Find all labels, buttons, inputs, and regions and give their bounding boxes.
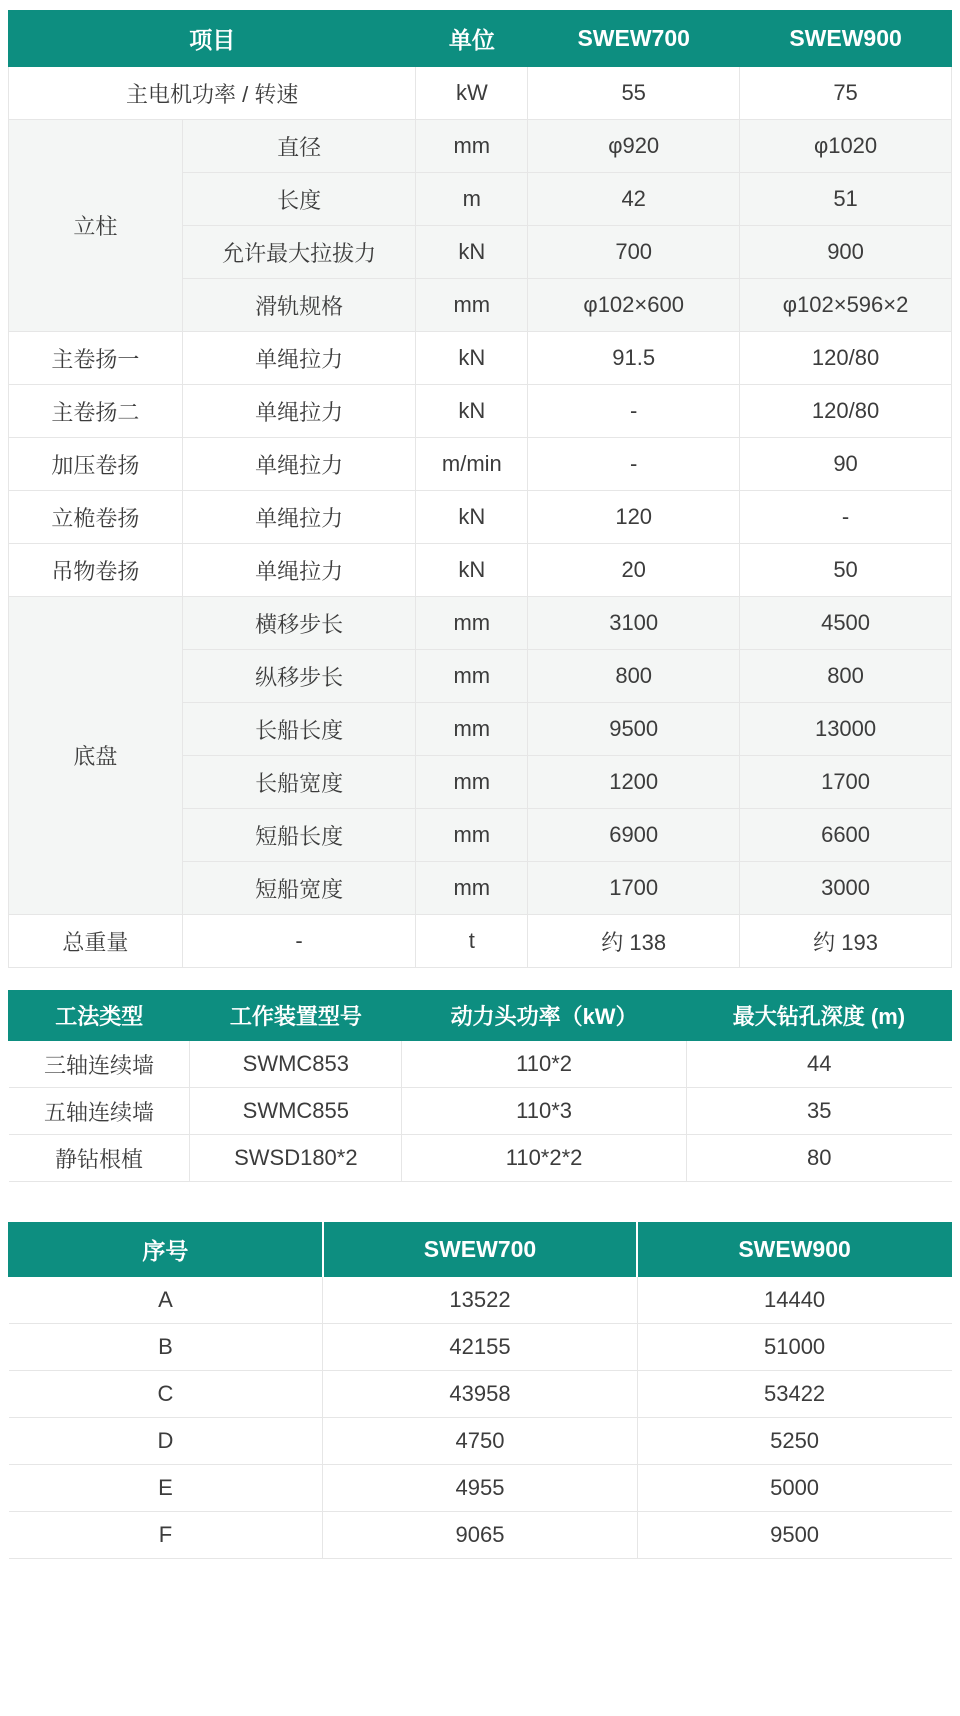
cell-swew700: -	[528, 385, 740, 438]
cell-index: C	[9, 1371, 323, 1418]
cell-unit: mm	[416, 862, 528, 915]
cell-unit: kN	[416, 226, 528, 279]
row-label: 主电机功率 / 转速	[9, 67, 416, 120]
cell-device-model: SWSD180*2	[190, 1135, 402, 1182]
table-row	[9, 1465, 952, 1512]
row-label: 单绳拉力	[182, 491, 416, 544]
cell-unit: mm	[416, 120, 528, 173]
table-row	[9, 597, 952, 650]
cell-index: E	[9, 1465, 323, 1512]
cell-device-model: SWMC855	[190, 1088, 402, 1135]
row-label: 长船宽度	[182, 756, 416, 809]
cell-swew700: 120	[528, 491, 740, 544]
table-row	[9, 1088, 952, 1135]
cell-swew900: 50	[740, 544, 952, 597]
cell-swew700: 1700	[528, 862, 740, 915]
table-row	[9, 1371, 952, 1418]
cell-method-type: 五轴连续墙	[9, 1088, 190, 1135]
cell-swew900: 3000	[740, 862, 952, 915]
column-header-power: 动力头功率（kW）	[402, 991, 687, 1041]
cell-power: 110*3	[402, 1088, 687, 1135]
cell-swew900: 1700	[740, 756, 952, 809]
spec-table-body	[9, 67, 952, 968]
cell-swew900: 9500	[637, 1512, 951, 1559]
cell-unit: m	[416, 173, 528, 226]
table-row	[9, 438, 952, 491]
cell-swew700: 20	[528, 544, 740, 597]
table-row	[9, 1277, 952, 1324]
cell-swew700: 9500	[528, 703, 740, 756]
row-group-label: 总重量	[9, 915, 183, 968]
cell-swew700: φ102×600	[528, 279, 740, 332]
main-spec-table	[8, 10, 952, 968]
cell-unit: t	[416, 915, 528, 968]
row-group-label: 主卷扬二	[9, 385, 183, 438]
table-row	[9, 1418, 952, 1465]
cell-swew900: 6600	[740, 809, 952, 862]
cell-swew700: 700	[528, 226, 740, 279]
table-row	[9, 120, 952, 173]
cell-swew900: φ102×596×2	[740, 279, 952, 332]
row-label: 短船长度	[182, 809, 416, 862]
row-group-label: 主卷扬一	[9, 332, 183, 385]
row-label: -	[182, 915, 416, 968]
cell-swew900: 75	[740, 67, 952, 120]
dimension-table-body	[9, 1277, 952, 1559]
row-label: 允许最大拉拔力	[182, 226, 416, 279]
cell-swew900: 约 193	[740, 915, 952, 968]
cell-device-model: SWMC853	[190, 1041, 402, 1088]
cell-unit: m/min	[416, 438, 528, 491]
cell-unit: kN	[416, 332, 528, 385]
cell-index: D	[9, 1418, 323, 1465]
cell-unit: mm	[416, 279, 528, 332]
table-row	[9, 1512, 952, 1559]
cell-swew700: 1200	[528, 756, 740, 809]
cell-swew900: 4500	[740, 597, 952, 650]
table-row	[9, 1041, 952, 1088]
table-row	[9, 332, 952, 385]
table-row	[9, 67, 952, 120]
row-label: 单绳拉力	[182, 438, 416, 491]
cell-method-type: 静钻根植	[9, 1135, 190, 1182]
method-table-header	[9, 991, 952, 1041]
cell-swew900: 800	[740, 650, 952, 703]
cell-unit: kW	[416, 67, 528, 120]
table-row	[9, 544, 952, 597]
cell-swew700: 42	[528, 173, 740, 226]
column-header-index: 序号	[9, 1223, 323, 1277]
cell-swew700: 800	[528, 650, 740, 703]
cell-swew900: 14440	[637, 1277, 951, 1324]
cell-swew900: 900	[740, 226, 952, 279]
row-group-label: 立柱	[9, 120, 183, 332]
cell-unit: kN	[416, 491, 528, 544]
cell-unit: kN	[416, 544, 528, 597]
cell-swew900: 120/80	[740, 385, 952, 438]
cell-swew700: 55	[528, 67, 740, 120]
table-header-row	[9, 1223, 952, 1277]
cell-power: 110*2	[402, 1041, 687, 1088]
row-label: 滑轨规格	[182, 279, 416, 332]
cell-swew900: 53422	[637, 1371, 951, 1418]
column-header-swew700: SWEW700	[528, 11, 740, 67]
table-row	[9, 1135, 952, 1182]
method-table	[8, 990, 952, 1182]
row-group-label: 吊物卷扬	[9, 544, 183, 597]
cell-unit: mm	[416, 650, 528, 703]
cell-swew900: 51000	[637, 1324, 951, 1371]
cell-swew900: 13000	[740, 703, 952, 756]
cell-swew700: 43958	[323, 1371, 637, 1418]
cell-swew900: φ1020	[740, 120, 952, 173]
cell-unit: kN	[416, 385, 528, 438]
row-label: 长度	[182, 173, 416, 226]
row-label: 短船宽度	[182, 862, 416, 915]
table-row	[9, 1324, 952, 1371]
cell-max-depth: 35	[686, 1088, 951, 1135]
column-header-method-type: 工法类型	[9, 991, 190, 1041]
cell-swew900: 90	[740, 438, 952, 491]
cell-swew900: -	[740, 491, 952, 544]
cell-swew700: 4750	[323, 1418, 637, 1465]
column-header-swew700: SWEW700	[323, 1223, 637, 1277]
method-table-body	[9, 1041, 952, 1182]
cell-swew700: φ920	[528, 120, 740, 173]
table-header-row	[9, 11, 952, 67]
cell-swew900: 5250	[637, 1418, 951, 1465]
table-row	[9, 491, 952, 544]
row-group-label: 底盘	[9, 597, 183, 915]
cell-unit: mm	[416, 756, 528, 809]
cell-swew700: 42155	[323, 1324, 637, 1371]
column-header-device-model: 工作装置型号	[190, 991, 402, 1041]
column-header-item: 项目	[9, 11, 416, 67]
column-header-unit: 单位	[416, 11, 528, 67]
cell-swew700: 6900	[528, 809, 740, 862]
row-group-label: 加压卷扬	[9, 438, 183, 491]
dimension-table	[8, 1222, 952, 1559]
column-header-swew900: SWEW900	[740, 11, 952, 67]
cell-power: 110*2*2	[402, 1135, 687, 1182]
cell-unit: mm	[416, 809, 528, 862]
table-row	[9, 385, 952, 438]
cell-swew900: 5000	[637, 1465, 951, 1512]
cell-max-depth: 80	[686, 1135, 951, 1182]
cell-swew700: 3100	[528, 597, 740, 650]
column-header-swew900: SWEW900	[637, 1223, 951, 1277]
row-label: 直径	[182, 120, 416, 173]
cell-swew900: 51	[740, 173, 952, 226]
cell-swew900: 120/80	[740, 332, 952, 385]
cell-swew700: 9065	[323, 1512, 637, 1559]
cell-method-type: 三轴连续墙	[9, 1041, 190, 1088]
cell-swew700: -	[528, 438, 740, 491]
row-label: 纵移步长	[182, 650, 416, 703]
row-label: 单绳拉力	[182, 544, 416, 597]
cell-swew700: 4955	[323, 1465, 637, 1512]
cell-swew700: 91.5	[528, 332, 740, 385]
row-label: 横移步长	[182, 597, 416, 650]
cell-swew700: 约 138	[528, 915, 740, 968]
cell-unit: mm	[416, 597, 528, 650]
spec-table-header	[9, 11, 952, 67]
row-label: 单绳拉力	[182, 332, 416, 385]
row-label: 单绳拉力	[182, 385, 416, 438]
table-row	[9, 915, 952, 968]
row-label: 长船长度	[182, 703, 416, 756]
cell-max-depth: 44	[686, 1041, 951, 1088]
cell-unit: mm	[416, 703, 528, 756]
row-group-label: 立桅卷扬	[9, 491, 183, 544]
cell-swew700: 13522	[323, 1277, 637, 1324]
cell-index: A	[9, 1277, 323, 1324]
cell-index: B	[9, 1324, 323, 1371]
dimension-table-header	[9, 1223, 952, 1277]
cell-index: F	[9, 1512, 323, 1559]
column-header-max-depth: 最大钻孔深度 (m)	[686, 991, 951, 1041]
table-header-row	[9, 991, 952, 1041]
